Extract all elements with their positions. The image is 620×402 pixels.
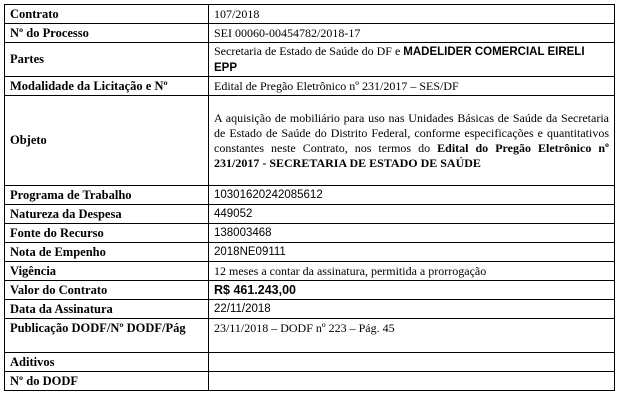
row-processo <box>5 24 615 43</box>
row-aditivos <box>5 353 615 372</box>
value-programa: 10301620242085612 <box>209 186 615 205</box>
row-contrato <box>5 5 615 24</box>
objeto-text: A aquisição de mobiliário para uso nas Unidades Básicas de Saúde da Secretaria de Estado de Saúde do Distrito Federal, conforme especificações e quantitativos constantes neste Contrato, nos termos do <box>214 110 609 155</box>
row-publicacao <box>5 319 615 353</box>
label-aditivos: Aditivos <box>5 353 209 372</box>
value-n-dodf <box>209 372 615 391</box>
label-vigencia: Vigência <box>5 262 209 281</box>
label-publicacao: Publicação DODF/Nº DODF/Pág <box>5 319 209 353</box>
value-natureza: 449052 <box>209 205 615 224</box>
value-data-assinatura: 22/11/2018 <box>209 300 615 319</box>
row-natureza <box>5 205 615 224</box>
value-fonte: 138003468 <box>209 224 615 243</box>
row-partes <box>5 43 615 77</box>
partes-company: MADELIDER COMERCIAL EIRELI EPP <box>214 45 585 74</box>
value-valor: R$ 461.243,00 <box>209 281 615 300</box>
label-contrato: Contrato <box>5 5 209 24</box>
value-contrato: 107/2018 <box>209 5 615 24</box>
partes-prefix: Secretaria de Estado de Saúde do DF e <box>214 43 404 58</box>
label-fonte: Fonte do Recurso <box>5 224 209 243</box>
objeto-edital: Edital do Pregão Eletrônico nº 231/2017 - SECRETARIA DE ESTADO DE SAÚDE <box>214 140 609 170</box>
label-natureza: Natureza da Despesa <box>5 205 209 224</box>
label-modalidade: Modalidade da Licitação e Nº <box>5 77 209 96</box>
value-partes <box>209 43 615 77</box>
label-n-dodf: Nº do DODF <box>5 372 209 391</box>
value-objeto <box>209 96 615 186</box>
label-empenho: Nota de Empenho <box>5 243 209 262</box>
label-data-assinatura: Data da Assinatura <box>5 300 209 319</box>
value-vigencia: 12 meses a contar da assinatura, permitida a prorrogação <box>209 262 615 281</box>
label-programa: Programa de Trabalho <box>5 186 209 205</box>
row-fonte <box>5 224 615 243</box>
value-publicacao: 23/11/2018 – DODF nº 223 – Pág. 45 <box>209 319 615 353</box>
value-processo: SEI 00060-00454782/2018-17 <box>209 24 615 43</box>
row-n-dodf <box>5 372 615 391</box>
row-vigencia <box>5 262 615 281</box>
label-processo: Nº do Processo <box>5 24 209 43</box>
label-objeto: Objeto <box>5 96 209 186</box>
row-valor <box>5 281 615 300</box>
label-valor: Valor do Contrato <box>5 281 209 300</box>
label-partes: Partes <box>5 43 209 77</box>
row-modalidade <box>5 77 615 96</box>
contract-summary-table <box>4 4 615 391</box>
row-data-assinatura <box>5 300 615 319</box>
row-programa <box>5 186 615 205</box>
row-objeto <box>5 96 615 186</box>
value-empenho: 2018NE09111 <box>209 243 615 262</box>
value-modalidade: Edital de Pregão Eletrônico nº 231/2017 – SES/DF <box>209 77 615 96</box>
value-aditivos <box>209 353 615 372</box>
row-empenho <box>5 243 615 262</box>
